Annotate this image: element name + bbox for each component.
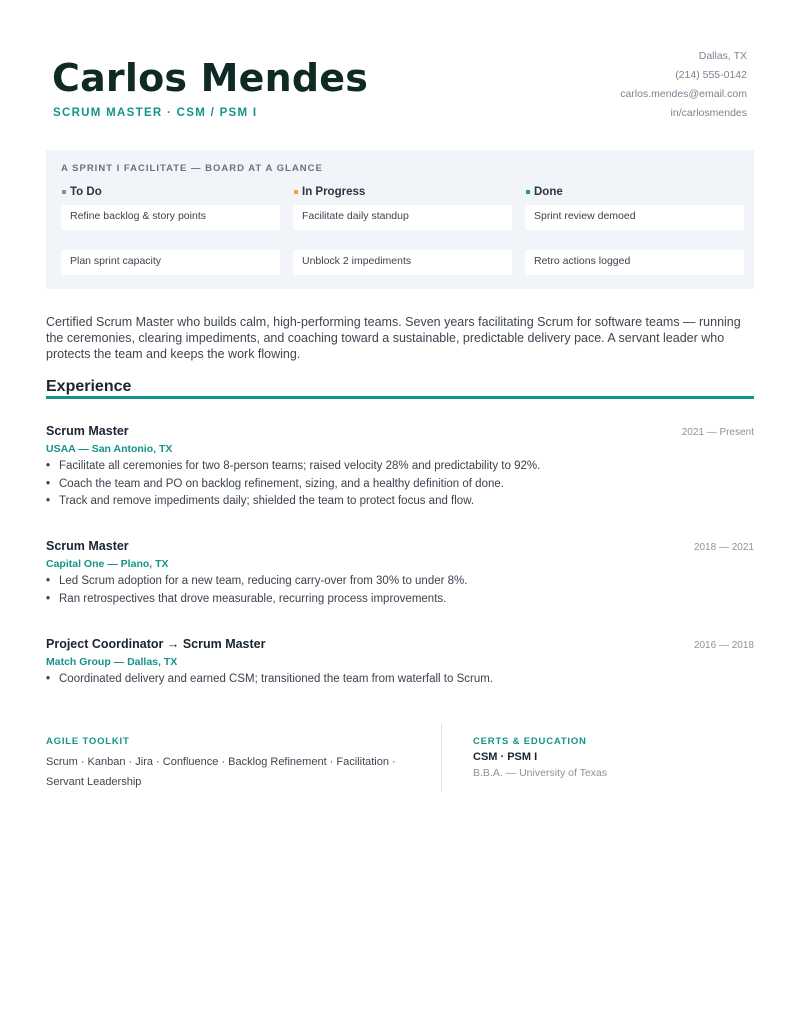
certs-heading: CERTS & EDUCATION [473, 736, 587, 747]
board-card: Unblock 2 impediments [293, 250, 512, 275]
job-bullet: • Coach the team and PO on backlog refinement, sizing, and a healthy definition of done. [46, 477, 504, 490]
job-company: Capital One — Plano, TX [46, 558, 169, 570]
job-bullets [46, 671, 754, 689]
certifications: CSM · PSM I [473, 751, 538, 763]
job-bullet: • Ran retrospectives that drove measurable, recurring process improvements. [46, 592, 447, 605]
board-card: Sprint review demoed [525, 205, 744, 230]
contact-linkedin: in/carlosmendes [670, 107, 747, 119]
experience-heading: Experience [46, 378, 132, 395]
sprint-board [46, 150, 754, 289]
toolkit-list: Scrum · Kanban · Jira · Confluence · Backlog Refinement · Facilitation · Servant Leadership [46, 756, 396, 788]
job-title: Scrum Master [46, 539, 129, 553]
toolkit-heading: AGILE TOOLKIT [46, 736, 130, 747]
board-column-done [525, 184, 744, 267]
column-label: To Do [70, 186, 102, 198]
job-company: USAA — San Antonio, TX [46, 443, 173, 455]
section-divider [46, 396, 754, 399]
job-bullets [46, 458, 754, 511]
job-title: Scrum Master [46, 424, 129, 438]
professional-summary: Certified Scrum Master who builds calm, high-performing teams. Seven years facilitating Scrum for software teams — running the ceremonies, clearing impediments, and coaching toward a sustainable, predictable delivery pace. A servant leader who protects the team and keeps the work flowing. [46, 315, 741, 362]
job-entry [46, 539, 754, 608]
job-bullet: • Led Scrum adoption for a new team, reducing carry-over from 30% to under 8%. [46, 575, 468, 587]
column-divider [441, 724, 442, 792]
job-bullet: • Track and remove impediments daily; shielded the team to protect focus and flow. [46, 495, 475, 507]
candidate-role: SCRUM MASTER · CSM / PSM I [53, 107, 258, 119]
board-column-todo [61, 184, 280, 267]
contact-block [620, 47, 747, 123]
board-column-in-progress [293, 184, 512, 267]
job-bullet: • Facilitate all ceremonies for two 8-person teams; raised velocity 28% and predictability to 92%. [46, 460, 541, 472]
column-label: Done [534, 186, 563, 198]
job-bullet: • Coordinated delivery and earned CSM; transitioned the team from waterfall to Scrum. [46, 673, 494, 685]
board-card: Plan sprint capacity [61, 250, 280, 275]
job-company: Match Group — Dallas, TX [46, 656, 178, 668]
job-dates: 2016 — 2018 [693, 640, 754, 651]
board-card: Facilitate daily standup [293, 205, 512, 230]
job-bullets [46, 573, 754, 608]
in-progress-status-dot [294, 190, 298, 194]
board-card: Retro actions logged [525, 250, 744, 275]
done-status-dot [526, 190, 530, 194]
candidate-name: Carlos Mendes [52, 56, 369, 100]
education: B.B.A. — University of Texas [473, 767, 608, 779]
job-entry [46, 424, 754, 511]
job-entry [46, 637, 754, 689]
job-dates: 2021 — Present [681, 427, 754, 438]
todo-status-dot [62, 190, 66, 194]
column-label: In Progress [302, 186, 366, 198]
board-title: A SPRINT I FACILITATE — BOARD AT A GLANCE [61, 163, 323, 174]
board-card: Refine backlog & story points [61, 205, 280, 230]
job-title: Project Coordinator → Scrum Master [46, 637, 266, 651]
job-dates: 2018 — 2021 [693, 542, 754, 553]
contact-location: Dallas, TX [698, 50, 747, 62]
contact-email: carlos.mendes@email.com [620, 88, 747, 100]
contact-phone: (214) 555-0142 [675, 69, 747, 81]
